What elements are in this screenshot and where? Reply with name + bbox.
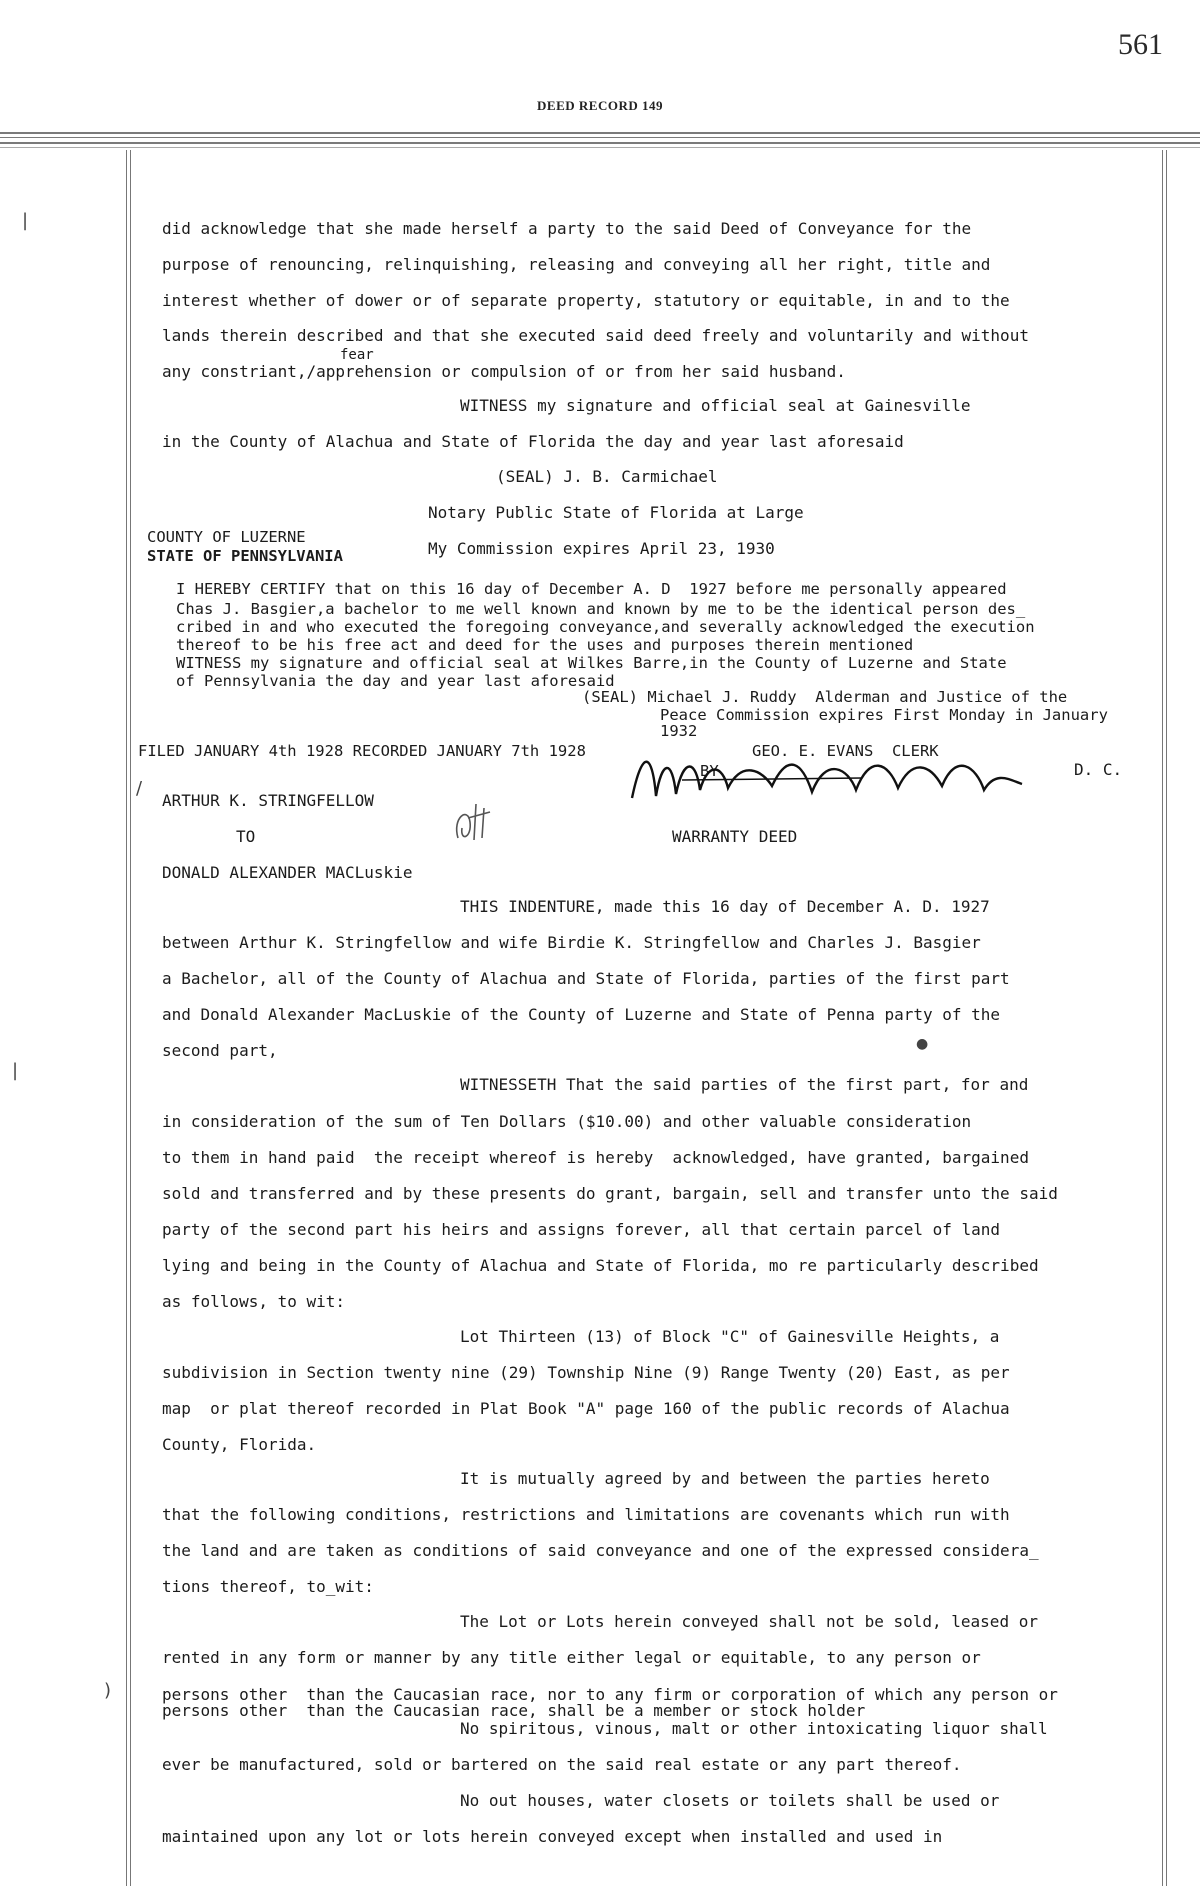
ack-line: did acknowledge that she made herself a party to the said Deed of Conveyance for the <box>162 219 972 238</box>
header-rule <box>0 132 1200 134</box>
certify-line: Chas J. Basgier,a bachelor to me well known and known by me to be the identical person des_ <box>176 600 1026 618</box>
notary-line: Notary Public State of Florida at Large <box>428 503 804 522</box>
margin-line <box>126 150 127 1886</box>
overtype-line: persons other than the Caucasian race, shall be a member or stock holder <box>162 1701 866 1720</box>
body-line: sold and transferred and by these presents do grant, bargain, sell and transfer unto the said <box>162 1184 1058 1203</box>
body-line: County, Florida. <box>162 1435 317 1454</box>
certify-line: I HEREBY CERTIFY that on this 16 day of December A. D 1927 before me personally appeared <box>176 580 1007 598</box>
page-number: 561 <box>1118 28 1163 61</box>
body-line: It is mutually agreed by and between the parties hereto <box>460 1469 990 1488</box>
body-line: ever be manufactured, sold or bartered on the said real estate or any part thereof. <box>162 1755 962 1774</box>
seal-line: Peace Commission expires First Monday in January <box>660 706 1108 724</box>
body-line: as follows, to wit: <box>162 1292 346 1311</box>
body-line: rented in any form or manner by any title either legal or equitable, to any person or <box>162 1648 981 1667</box>
body-line: No spiritous, vinous, malt or other intoxicating liquor shall <box>460 1719 1048 1738</box>
witness-line: WITNESS my signature and official seal at Gainesville <box>460 396 971 415</box>
body-line: the land and are taken as conditions of said conveyance and one of the expressed considera_ <box>162 1541 1039 1560</box>
ack-line: purpose of renouncing, relinquishing, releasing and conveying all her right, title and <box>162 255 991 274</box>
seal-line: (SEAL) J. B. Carmichael <box>496 467 718 486</box>
margin-tick: ) <box>104 1680 112 1701</box>
body-line: persons other than the Caucasian race, nor to any firm or corporation of which any person or <box>162 1685 1058 1704</box>
recorder-initials <box>448 798 508 846</box>
seal-line: 1932 <box>660 722 698 740</box>
body-line: to them in hand paid the receipt whereof is hereby acknowledged, have granted, bargained <box>162 1148 1029 1167</box>
grantee-name: DONALD ALEXANDER MACLuskie <box>162 863 413 882</box>
header-rule <box>0 147 1200 148</box>
body-line: maintained upon any lot or lots herein conveyed except when installed and used in <box>162 1827 943 1846</box>
deed-type: WARRANTY DEED <box>672 827 798 846</box>
clerk-line: GEO. E. EVANS CLERK <box>752 742 939 760</box>
margin-tick: | <box>22 210 29 231</box>
body-line: second part, <box>162 1041 278 1060</box>
body-line: a Bachelor, all of the County of Alachua and State of Florida, parties of the first part <box>162 969 1010 988</box>
by-label: BY <box>700 762 719 780</box>
body-line: lying and being in the County of Alachua and State of Florida, mo re particularly described <box>162 1256 1039 1275</box>
witness-line: in the County of Alachua and State of Florida the day and year last aforesaid <box>162 432 904 451</box>
body-line: Lot Thirteen (13) of Block "C" of Gainesville Heights, a <box>460 1327 1000 1346</box>
commission-line: My Commission expires April 23, 1930 <box>428 539 775 558</box>
margin-tick: | <box>12 1060 19 1081</box>
certify-line: WITNESS my signature and official seal at Wilkes Barre,in the County of Luzerne and State <box>176 654 1007 672</box>
ack-line: interest whether of dower or of separate property, statutory or equitable, in and to the <box>162 291 1010 310</box>
ack-line: lands therein described and that she executed said deed freely and voluntarily and without <box>162 326 1029 345</box>
dc-label: D. C. <box>1074 760 1123 779</box>
certify-line: thereof to be his free act and deed for the uses and purposes therein mentioned <box>176 636 914 654</box>
body-line: that the following conditions, restrictions and limitations are covenants which run with <box>162 1505 1010 1524</box>
venue-state: STATE OF PENNSYLVANIA <box>147 547 343 565</box>
grantor-name: ARTHUR K. STRINGFELLOW <box>162 791 374 810</box>
insert-word: fear <box>340 347 374 363</box>
body-line: between Arthur K. Stringfellow and wife Birdie K. Stringfellow and Charles J. Basgier <box>162 933 981 952</box>
margin-line <box>1162 150 1163 1886</box>
to-label: TO <box>236 827 256 846</box>
clerk-signature <box>612 740 1052 806</box>
certify-line: cribed in and who executed the foregoing conveyance,and severally acknowledged the execution <box>176 618 1035 636</box>
body-line: WITNESSETH That the said parties of the first part, for and <box>460 1075 1029 1094</box>
header-rule <box>0 142 1200 144</box>
body-line: map or plat thereof recorded in Plat Book "A" page 160 of the public records of Alachua <box>162 1399 1010 1418</box>
certify-line: of Pennsylvania the day and year last aforesaid <box>176 672 615 690</box>
header-rule <box>0 137 1200 138</box>
body-line: and Donald Alexander MacLuskie of the County of Luzerne and State of Penna party of the <box>162 1005 1001 1024</box>
body-line: party of the second part his heirs and assigns forever, all that certain parcel of land <box>162 1220 1001 1239</box>
body-line: in consideration of the sum of Ten Dollars ($10.00) and other valuable consideration <box>162 1112 972 1131</box>
record-title: DEED RECORD 149 <box>537 98 663 113</box>
body-line: THIS INDENTURE, made this 16 day of December A. D. 1927 <box>460 897 990 916</box>
ink-dot: ● <box>916 1036 929 1052</box>
margin-line <box>1166 150 1167 1886</box>
body-line: tions thereof, to_wit: <box>162 1577 374 1596</box>
venue-county: COUNTY OF LUZERNE <box>147 528 306 546</box>
filed-line: FILED JANUARY 4th 1928 RECORDED JANUARY 7th 1928 <box>138 742 586 760</box>
margin-line <box>130 150 131 1886</box>
body-line: subdivision in Section twenty nine (29) Township Nine (9) Range Twenty (20) East, as per <box>162 1363 1010 1382</box>
body-line: The Lot or Lots herein conveyed shall not be sold, leased or <box>460 1612 1038 1631</box>
body-line: No out houses, water closets or toilets shall be used or <box>460 1791 1000 1810</box>
arrow-mark: / <box>136 778 143 799</box>
seal-line: (SEAL) Michael J. Ruddy Alderman and Justice of the <box>582 688 1068 706</box>
ack-line: any constriant,/apprehension or compulsion of or from her said husband. <box>162 362 846 381</box>
